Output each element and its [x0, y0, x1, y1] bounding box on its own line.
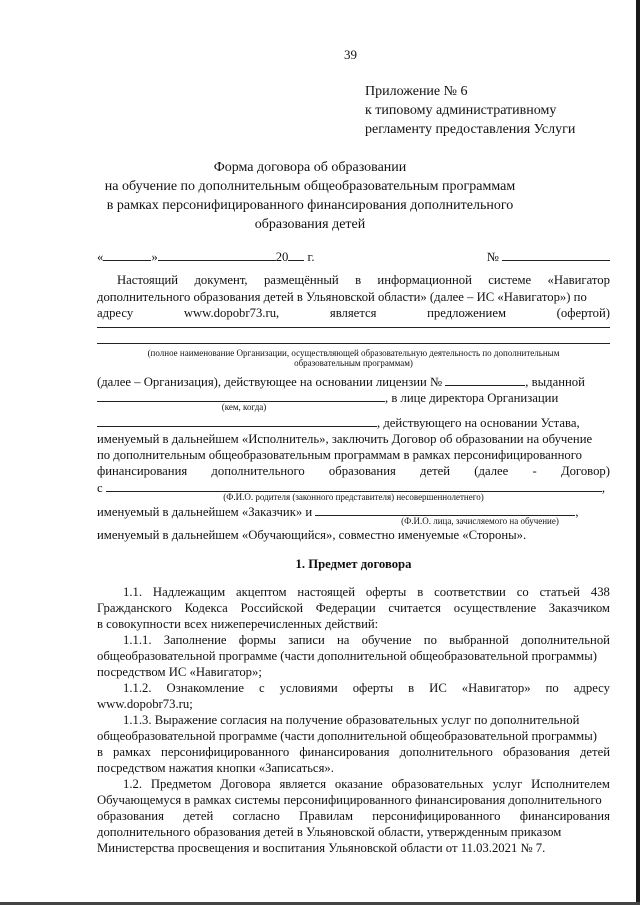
word: условиями — [279, 681, 338, 695]
word: образования — [502, 745, 570, 759]
document-title — [100, 158, 520, 234]
word: детей — [579, 745, 610, 759]
appendix-line-2: к типовому административному — [365, 103, 557, 118]
word: оферты — [365, 585, 407, 599]
director-name-blank — [97, 414, 377, 427]
clause-1-2-line-5: Министерства просвещения и воспитания Ульяновской области от 11.03.2021 № 7. — [97, 841, 546, 855]
word: в — [417, 585, 424, 599]
clause-1-2-line-2: Обучающемуся в рамках системы персонифицированного финансирования дополнительного — [97, 793, 602, 807]
word: Настоящий — [117, 273, 179, 287]
executor-line-2: по дополнительным общеобразовательным программам в рамках персонифицированного — [97, 448, 582, 462]
word: предложением — [427, 306, 507, 320]
close-quote: » — [151, 250, 158, 264]
clause-1-1-line-2 — [97, 600, 610, 616]
word: 438 — [590, 585, 610, 599]
word: детей — [183, 809, 214, 823]
page-number: 39 — [344, 47, 357, 62]
word: является — [329, 306, 377, 320]
word: системе — [488, 273, 532, 287]
appendix-block — [365, 82, 575, 139]
word: с — [258, 681, 265, 695]
word: финансирования — [97, 464, 188, 478]
word: адресу — [97, 306, 134, 320]
org-name-blank-2 — [97, 343, 610, 344]
org-caption — [97, 348, 610, 368]
word: финансирования — [299, 745, 390, 759]
word: по — [545, 681, 559, 695]
title-line-1: Форма договора об образовании — [213, 160, 407, 175]
clause-1-2-line-3 — [97, 808, 610, 824]
customer-text: именуемый в дальнейшем «Заказчик» и — [97, 505, 313, 519]
word: «Навигатор — [547, 273, 610, 287]
clause-1-1-1-line-3: посредством ИС «Навигатор»; — [97, 665, 262, 679]
word: в — [408, 681, 415, 695]
title-line-2: на обучение по дополнительным общеобразовательным программам — [104, 179, 516, 194]
word: финансирования — [519, 809, 610, 823]
year-suffix: г. — [307, 250, 315, 264]
word: Предметом — [150, 777, 212, 791]
word: Кодекса — [184, 601, 228, 615]
word: персонифицированного — [161, 745, 290, 759]
appendix-line-1: Приложение № 6 — [365, 84, 468, 99]
word: дополнительного — [211, 464, 305, 478]
clause-1-1-3-line-2: общеобразовательной программе (части дополнительной общеобразовательной программы) — [97, 729, 597, 743]
word: обучение — [361, 633, 412, 647]
org-name-blank-1 — [97, 327, 610, 328]
word: 1.1.2. — [123, 681, 152, 695]
word: Надлежащим — [152, 585, 226, 599]
word: со — [516, 585, 529, 599]
word: в — [355, 273, 362, 287]
word: услуг — [492, 777, 523, 791]
appendix-line-3: регламенту предоставления Услуги — [365, 122, 576, 137]
word: формы — [238, 633, 277, 647]
word: Заказчиком — [548, 601, 610, 615]
word: Правилам — [299, 809, 353, 823]
word: настоящей — [297, 585, 355, 599]
word: документ, — [194, 273, 248, 287]
word: Российской — [240, 601, 303, 615]
word: оказание — [334, 777, 383, 791]
word: - — [532, 464, 537, 478]
word: образования — [328, 464, 396, 478]
clause-1-1-line-1 — [123, 584, 610, 600]
customer-suffix: , — [575, 505, 579, 519]
student-line: именуемый в дальнейшем «Обучающийся», совместно именуемые «Стороны». — [97, 528, 527, 542]
word: «Навигатор» — [461, 681, 531, 695]
number-sign: № — [486, 250, 499, 264]
intro-line-3 — [97, 305, 610, 321]
word: согласно — [232, 809, 280, 823]
year-prefix: 20 — [275, 250, 289, 264]
day-blank — [103, 248, 151, 261]
license-prefix: (далее – Организация), действующее на основании лицензии № — [97, 375, 443, 389]
license-issued-blank — [97, 389, 385, 402]
word: рамках — [113, 745, 151, 759]
word: ИС — [429, 681, 447, 695]
word: образовательных — [391, 777, 484, 791]
clause-1-1-1-line-2: общеобразовательной программе (части дополнительной общеобразовательной программы) — [97, 649, 597, 663]
word: статьей — [539, 585, 580, 599]
month-blank — [158, 248, 276, 261]
contract-number-field — [487, 248, 610, 265]
word: Гражданского — [97, 601, 172, 615]
org-license-line — [97, 373, 610, 390]
word: Заполнение — [163, 633, 227, 647]
word: Договора — [220, 777, 271, 791]
date-number-line — [97, 248, 610, 265]
word: выбранной — [449, 633, 509, 647]
title-line-4: образования детей — [254, 217, 366, 232]
director-suffix: , в лице директора Организации — [385, 391, 559, 405]
word: соответствии — [434, 585, 506, 599]
clause-1-1-3-line-3 — [97, 744, 610, 760]
parent-name-blank — [106, 479, 602, 492]
word: в — [97, 745, 103, 759]
open-quote: « — [97, 250, 104, 264]
word: детей — [420, 464, 451, 478]
word: Договор) — [560, 464, 610, 478]
executor-line-3 — [97, 463, 610, 479]
year-blank — [288, 248, 304, 261]
word: размещённый — [263, 273, 339, 287]
parent-caption: (Ф.И.О. родителя (законного представителя) несовершеннолетнего) — [223, 492, 484, 502]
word: Исполнителем — [531, 777, 610, 791]
word: информационной — [377, 273, 472, 287]
word: Ознакомление — [166, 681, 244, 695]
word: 1.1. — [123, 585, 143, 599]
student-caption: (Ф.И.О. лица, зачисляемого на обучение) — [401, 516, 559, 526]
word: 1.1.1. — [123, 633, 152, 647]
word: на — [337, 633, 350, 647]
executor-line-1: именуемый в дальнейшем «Исполнитель», заключить Договор об образовании на обучение — [97, 432, 593, 446]
section-1-heading: 1. Предмет договора — [295, 557, 412, 571]
acting-line — [97, 414, 610, 431]
title-line-3: в рамках персонифицированного финансирования дополнительного — [106, 198, 514, 213]
clause-1-2-line-1 — [123, 776, 610, 792]
with-suffix: , — [601, 481, 605, 495]
word: дополнительного — [399, 745, 493, 759]
word: акцептом — [236, 585, 287, 599]
number-blank — [502, 248, 610, 261]
student-name-blank — [315, 503, 575, 516]
license-number-blank — [445, 373, 525, 386]
page-edge-right — [636, 0, 640, 905]
word: www.dopobr73.ru, — [183, 306, 280, 320]
license-suffix: , выданной — [525, 375, 585, 389]
clause-1-1-1-line-1 — [123, 632, 610, 648]
acting-suffix: , действующего на основании Устава, — [377, 416, 580, 430]
word: 1.2. — [123, 777, 143, 791]
date-fields — [97, 248, 315, 265]
word: адресу — [573, 681, 610, 695]
word: персонифицированного — [372, 809, 501, 823]
with-prefix: с — [97, 481, 103, 495]
intro-line-1 — [117, 272, 610, 288]
word: записи — [288, 633, 325, 647]
clause-1-2-line-4: дополнительного образования детей в Ульяновской области, утвержденным приказом — [97, 825, 562, 839]
word: является — [279, 777, 327, 791]
clause-1-1-2-line-1 — [123, 680, 610, 696]
word: по — [423, 633, 437, 647]
word: (далее — [474, 464, 509, 478]
clause-1-1-3-line-1: 1.1.3. Выражение согласия на получение образовательных услуг по дополнительной — [123, 713, 580, 727]
clause-1-1-2-line-2: www.dopobr73.ru; — [97, 697, 193, 711]
word: оферты — [352, 681, 394, 695]
intro-line-2: дополнительного образования детей в Ульяновской области» (далее – ИС «Навигатор») по — [97, 290, 587, 304]
org-caption-line-1: (полное наименование Организации, осуществляющей образовательную деятельность по дополнительным — [147, 348, 560, 358]
word: осуществление — [453, 601, 537, 615]
clause-1-1-line-3: в совокупности всех нижеперечисленных действий: — [97, 617, 379, 631]
issued-caption: (кем, когда) — [221, 402, 267, 412]
org-caption-line-2: образовательным программам) — [294, 358, 413, 368]
word: образования — [97, 809, 164, 823]
word: дополнительной — [521, 633, 610, 647]
clause-1-1-3-line-4: посредством нажатия кнопки «Записаться». — [97, 761, 334, 775]
word: считается — [388, 601, 442, 615]
word: (офертой) — [556, 306, 610, 320]
word: Федерации — [315, 601, 376, 615]
